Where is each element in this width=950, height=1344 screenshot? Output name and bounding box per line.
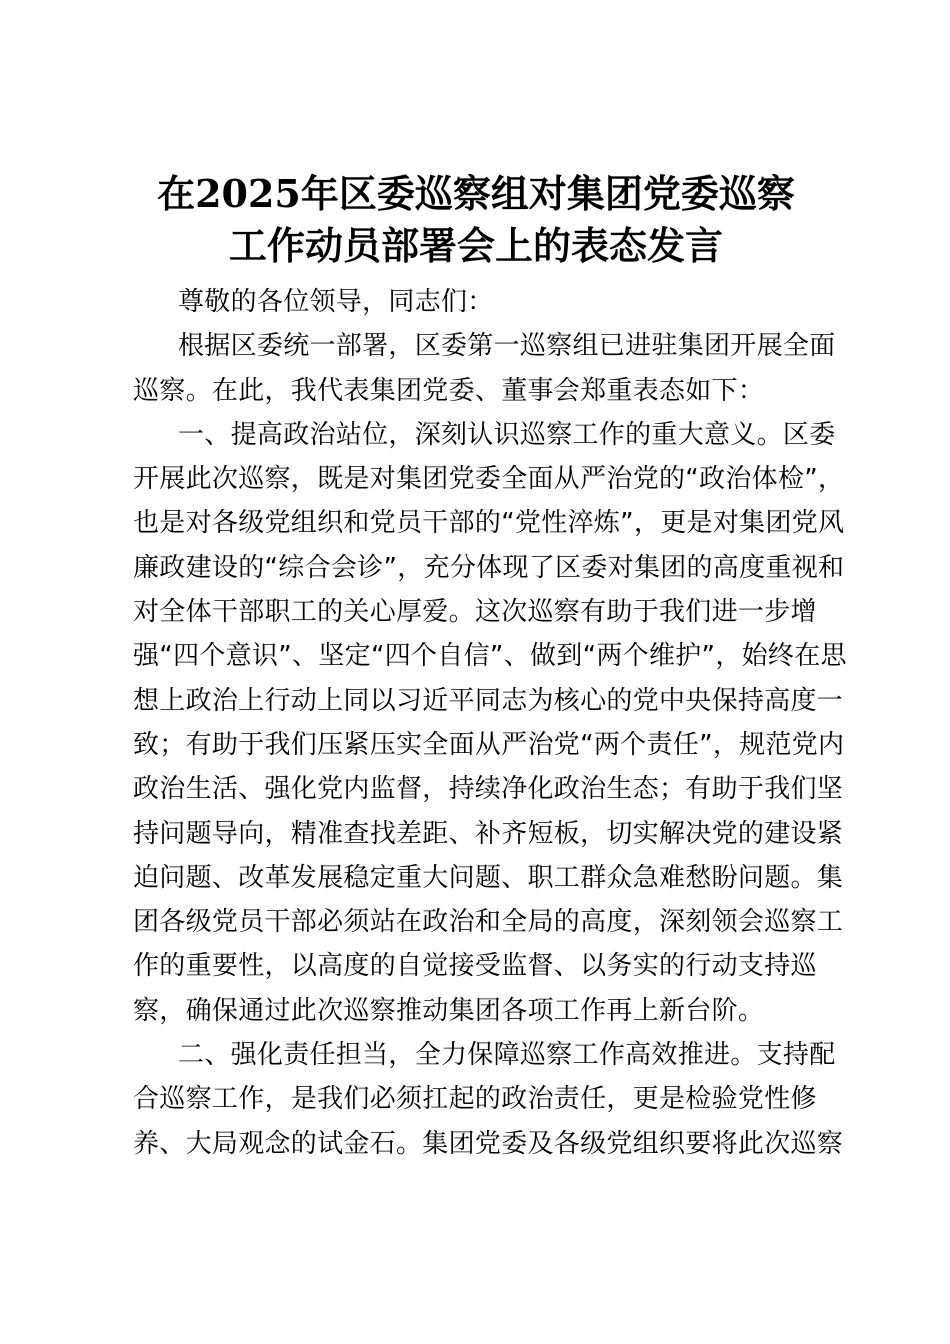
text-line: 廉政建设的“综合会诊”，充分体现了区委对集团的高度重视和 — [133, 552, 845, 583]
section-1-paragraph — [133, 413, 847, 1033]
text-line: 一、提高政治站位，深刻认识巡察工作的重大意义。区委 — [178, 419, 836, 450]
text-line: 合巡察工作，是我们必须扛起的政治责任，更是检验党性修 — [133, 1084, 817, 1115]
text-line: 察，确保通过此次巡察推动集团各项工作再上新台阶。 — [133, 995, 765, 1026]
text-line: 持问题导向，精准查找差距、补齐短板，切实解决党的建设紧 — [133, 818, 844, 849]
text-line: 团各级党员干部必须站在政治和全局的高度，深刻领会巡察工 — [133, 907, 844, 938]
text-line: 巡察。在此，我代表集团党委、董事会郑重表态如下： — [133, 375, 765, 406]
document-body — [133, 280, 847, 1166]
text-line: 二、强化责任担当，全力保障巡察工作高效推进。支持配 — [178, 1040, 836, 1071]
text-line: 对全体干部职工的关心厚爱。这次巡察有助于我们进一步增 — [133, 597, 817, 628]
document-title — [133, 168, 819, 272]
section-2-paragraph — [133, 1033, 844, 1166]
text-line: 致；有助于我们压紧压实全面从严治党“两个责任”，规范党内 — [133, 729, 845, 760]
intro-paragraph — [133, 324, 836, 413]
text-line: 也是对各级党组织和党员干部的“党性淬炼”，更是对集团党风 — [133, 508, 845, 539]
text-line: 养、大局观念的试金石。集团党委及各级党组织要将此次巡察 — [133, 1128, 844, 1159]
text-line: 迫问题、改革发展稳定重大问题、职工群众急难愁盼问题。集 — [133, 862, 844, 893]
text-line: 尊敬的各位领导，同志们： — [178, 287, 494, 317]
text-line: 根据区委统一部署，区委第一巡察组已进驻集团开展全面 — [178, 331, 836, 362]
text-line: 政治生活、强化党内监督，持续净化政治生态；有助于我们坚 — [133, 774, 844, 805]
text-line: 作的重要性，以高度的自觉接受监督、以务实的行动支持巡 — [133, 951, 817, 982]
salutation — [133, 280, 819, 324]
text-line: 想上政治上行动上同以习近平同志为核心的党中央保持高度一 — [133, 685, 844, 716]
title-line-2: 工作动员部署会上的表态发言 — [228, 223, 723, 268]
text-line: 强“四个意识”、坚定“四个自信”、做到“两个维护”，始终在思 — [133, 641, 847, 672]
document-content — [133, 168, 847, 1166]
title-line-1: 在2025年区委巡察组对集团党委巡察 — [157, 171, 795, 216]
text-line: 开展此次巡察，既是对集团党委全面从严治党的“政治体检”， — [133, 464, 845, 495]
